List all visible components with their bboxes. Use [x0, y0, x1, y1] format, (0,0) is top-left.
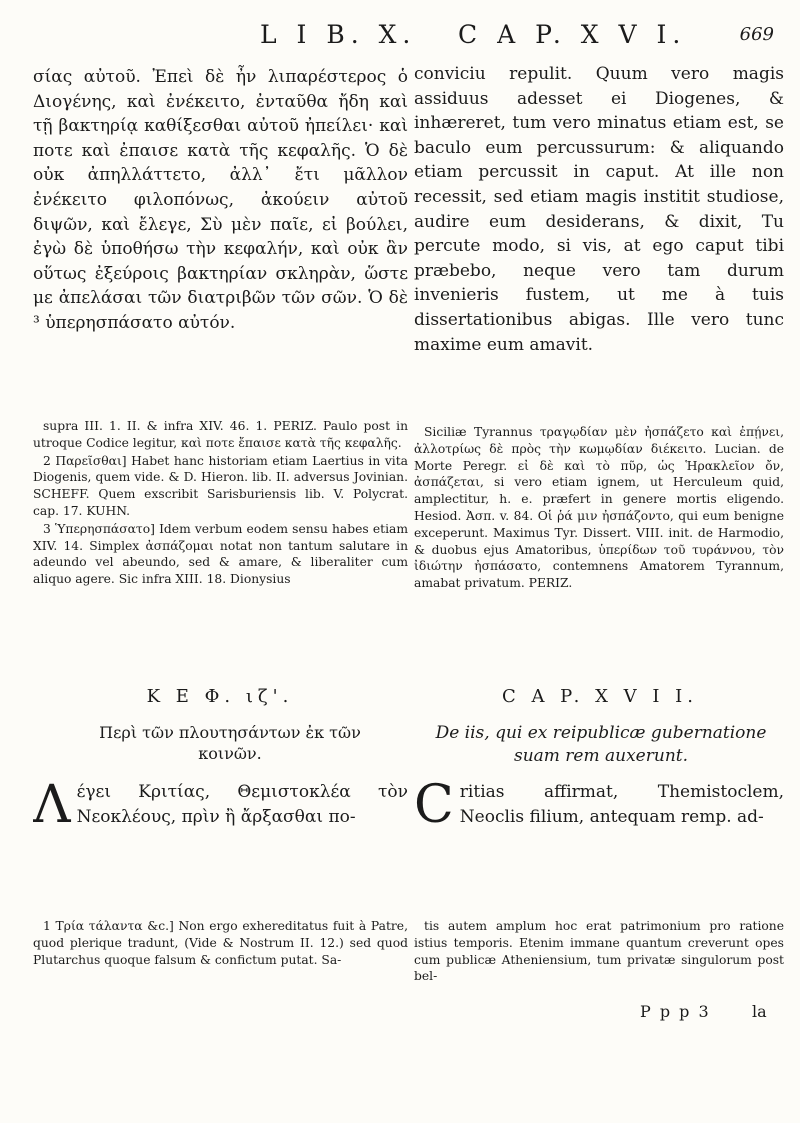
latin-paragraph: conviciu repulit. Quum vero magis assiduus adesset ei Diogenes, & inhæreret, tum vero minatus etiam est, se baculo eum percussurum: & aliquando etiam percussit in caput. At ille non recessit, sed etiam magis institit studiose, audire eum desiderans, & dixit, Tu percute modo, si vis, at ego caput tibi præbebo, neque vero tam durum invenieris fustem, ut me à tuis dissertationibus abigas. Ille vero tunc maxime eum amavit.	[414, 64, 784, 355]
greek-chapter-paragraph: έγει Κριτίας, Θεμιστοκλέα τὸν Νεοκλέους, πρὶν ἢ ἄρξασθαι πο-	[76, 782, 408, 827]
chapter-footnote-right	[414, 918, 784, 1033]
drop-cap: C	[414, 780, 454, 835]
chapter-heading-latin: C A P. X V I I.	[501, 686, 699, 707]
footnote: 1 Τρία τάλαντα &c.] Non ergo exhereditatus fuit à Patre, quod plerique tradunt, (Vide & Nostrum II. 12.) sed quod Plutarchus quoque falsum & confictum putat. Sa-	[33, 919, 408, 967]
section-title-greek: Περὶ τῶν πλουτησάντων ἐκ τῶν κοινῶν.	[99, 723, 361, 763]
catchword: la	[752, 1002, 767, 1021]
greek-paragraph: σίας αὐτοῦ. Ἐπεὶ δὲ ἦν λιπαρέστερος ὁ Διογένης, καὶ ἐνέκειτο, ἐνταῦθα ἤδη καὶ τῇ βακτηρίᾳ καθίξεσθαι αὐτοῦ ἠπείλει· καὶ ποτε καὶ ἐπαισε κατὰ τῆς κεφαλῆς. Ὁ δὲ οὐκ ἀπηλλάττετο, ἀλλ᾽ ἔτι μᾶλλον ἐνέκειτο φιλοπόνως, ἀκούειν αὐτοῦ διψῶν, καὶ ἔλεγε, Σὺ μὲν παῖε, εἰ βούλει, ἐγὼ δὲ ὑποθήσω τὴν κεφαλήν, καὶ οὐκ ἂν οὕτως ἐξεύροις βακτηρίαν σκληρὰν, ὥστε με ἀπελάσαι τῶν διατριβῶν τῶν σῶν. Ὁ δὲ ³ ὑπερησπάσατο αὐτόν.	[33, 67, 408, 333]
latin-main-text	[414, 62, 784, 402]
footnotes-right	[414, 424, 784, 664]
chapter-heading-greek: Κ Ε Φ. ιζ'.	[146, 686, 294, 707]
drop-cap: Λ	[33, 780, 71, 835]
greek-main-text	[33, 65, 408, 405]
signature-mark: P p p 3	[640, 1002, 711, 1021]
footnote: Siciliæ Tyrannus τραγῳδίαν μὲν ἠσπάζετο καὶ ἐπῄνει, ἀλλοτρίως δὲ πρὸς τὴν κωμῳδίαν διέκειτο. Lucian. de Morte Peregr. εἰ δὲ καὶ τὸ πῦρ, ὡς Ἡρακλεῖον ὄν, ἀσπάζεται, si vero etiam ignem, ut Herculeum quid, amplectitur, h. e. præfert in genere mortis eligendo. Hesiod. Ἀσπ. v. 84. Οἱ ῥά μιν ἠσπάζοντο, qui eum benigne exceperunt. Maximus Tyr. Dissert. VIII. init. de Harmodio, & duobus ejus Amatoribus, ὑπερίδων τοῦ τυράννου, τὸν ἰδιώτην ἠσπάσατο, contemnens Amatorem Tyrannum, amabat privatum. PERIZ.	[414, 425, 784, 591]
footnote: tis autem amplum hoc erat patrimonium pro ratione istius temporis. Etenim immane quantum creverunt opes cum publicæ Atheniensium, tum privatæ singulorum post bel-	[414, 919, 784, 984]
greek-chapter-text	[33, 780, 408, 890]
footnotes-left	[33, 418, 408, 658]
running-head-chapter: C A P. X V I.	[458, 20, 687, 49]
page-number: 669	[739, 24, 774, 45]
section-title-latin: De iis, qui ex reipublicæ gubernatione suam rem auxerunt.	[435, 723, 767, 766]
footnote: supra III. 1. II. & infra XIV. 46. 1. PERIZ. Paulo post in utroque Codice legitur, καὶ ποτε ἔπαισε κατὰ τῆς κεφαλῆς.	[33, 419, 408, 450]
footnote: 2 Παρεῖσθαι] Habet hanc historiam etiam Laertius in vita Diogenis, quem vide. & D. Hieron. lib. II. adversus Jovinian. SCHEFF. Quem exscribit Sarisburiensis lib. V. Polycrat. cap. 17. KUHN.	[33, 453, 408, 518]
latin-chapter-text	[414, 780, 784, 890]
chapter-footnote-left	[33, 918, 408, 1033]
running-head-book: L I B. X.	[260, 20, 417, 49]
latin-chapter-paragraph: ritias affirmat, Themistoclem, Neoclis filium, antequam remp. ad-	[459, 782, 784, 827]
footnote: 3 Ὑπερησπάσατο] Idem verbum eodem sensu habes etiam XIV. 14. Simplex ἀσπάζομαι notat non tantum salutare in adeundo vel abeundo, sed & amare, & liberaliter cum aliquo agere. Sic infra XIII. 18. Dionysius	[33, 521, 408, 587]
